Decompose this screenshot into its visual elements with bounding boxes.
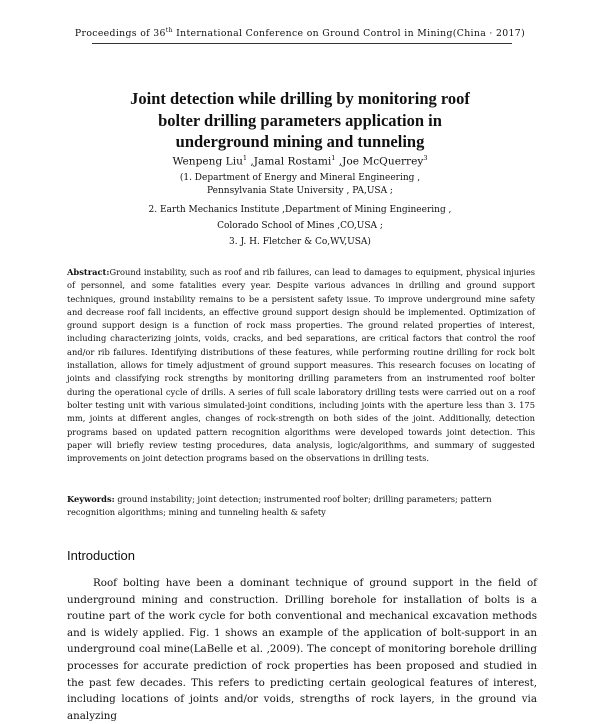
- introduction-paragraph: Roof bolting have been a dominant technique of ground support in the field of underground mining and construction. Drilling borehole for installation of bolts is a routine part of the work cycle for both conventional and mechanical excavation methods and is widely applied. Fig. 1 shows an example of the application of bolt-support in an underground coal mine(LaBelle et al. ,2009). The concept of monitoring borehole drilling processes for accurate prediction of rock properties has been proposed and studied in the past few decades. This refers to predicting certain geological features of interest, including locations of joints and/or voids, strengths of rock layers, in the ground via analyzing: [67, 577, 537, 722]
- affiliation-line-1: (1. Department of Energy and Mineral Engineering ,: [179, 173, 421, 183]
- section-heading-introduction: Introduction: [67, 548, 135, 563]
- affiliation-line-4: Colorado School of Mines ,CO,USA ;: [217, 221, 383, 231]
- title-line-3: underground mining and tunneling: [175, 132, 425, 151]
- keywords-label: Keywords:: [67, 494, 115, 504]
- title-line-1: Joint detection while drilling by monitoring roof: [130, 89, 470, 108]
- keywords: [67, 493, 535, 520]
- abstract: [67, 266, 535, 465]
- keywords-text: ground instability; joint detection; instrumented roof bolter; drilling parameters; pattern recognition algorithms; mining and tunneling health & safety: [67, 494, 492, 518]
- proceedings-header: Proceedings of 36th International Conference on Ground Control in Mining(China · 2017): [74, 27, 526, 40]
- author-list: Wenpeng Liu$^1$ ,Jamal Rostami$^1$ ,Joe McQuerrey$^3$: [172, 154, 428, 168]
- abstract-text: Ground instability, such as roof and rib failures, can lead to damages to equipment, physical injuries of personnel, and some fatalities every year. Despite various advances in drilling and ground support techniques, ground instability remains to be a persistent safety issue. To improve underground mine safety and decrease roof fall incidents, an effective ground support design should be implemented. Optimization of ground support design is a function of rock mass properties. The ground related properties of interest, including characterizing joints, voids, cracks, and bed separations, are critical factors that control the roof and/or rib failures. Identifying distributions of these features, while performing routine drilling for rock bolt installation, allows for timely adjustment of ground support measures. This research focuses on locating of joints and classifying rock strengths by monitoring drilling parameters from an instrumented roof bolter during the operational cycle of drills. A series of full scale laboratory drilling tests were carried out on a roof bolter testing unit with various simulated-joint conditions, including joints with the aperture less than 3. 175 mm, joints at different angles, changes of rock-strength on both sides of the joint. Additionally, detection programs based on updated pattern recognition algorithms were developed towards joint detection. This paper will briefly review testing procedures, data analysis, logic/algorithms, and summary of suggested improvements on joint detection programs based on the observations in drilling tests.: [67, 267, 535, 464]
- affiliation-line-5: 3. J. H. Fletcher & Co,WV,USA): [229, 237, 371, 247]
- header-rule: [92, 43, 512, 44]
- abstract-label: Abstract:: [67, 267, 110, 277]
- affiliation-line-2: Pennsylvania State University , PA,USA ;: [207, 186, 393, 196]
- affiliation-line-3: 2. Earth Mechanics Institute ,Department of Mining Engineering ,: [148, 205, 452, 215]
- title-line-2: bolter drilling parameters application in: [158, 110, 442, 130]
- paper-title: [0, 88, 600, 153]
